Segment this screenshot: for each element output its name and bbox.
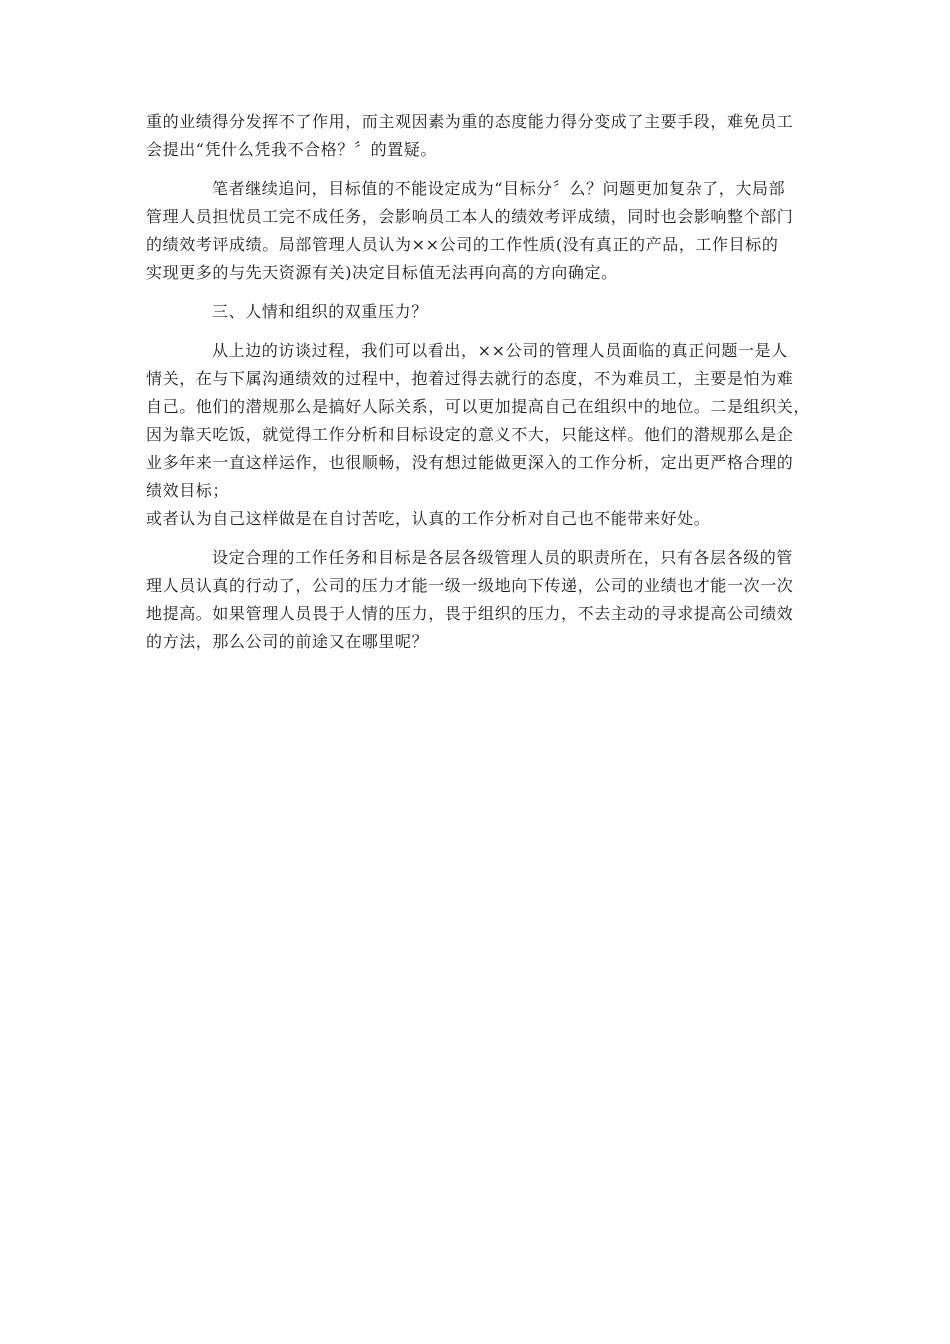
text-line: 的方法，那么公司的前途又在哪里呢？ xyxy=(146,632,429,651)
text-line: 绩效目标； xyxy=(146,481,230,500)
text-line: 从上边的访谈过程，我们可以看出，××公司的管理人员面临的真正问题一是人 xyxy=(212,341,788,360)
text-line: 笔者继续追问，目标值的不能设定成为“目标分〞么？问题更加复杂了，大局部 xyxy=(212,179,786,198)
text-line: 或者认为自己这样做是在自讨苦吃，认真的工作分析对自己也不能带来好处。 xyxy=(146,509,711,528)
text-line: 会提出“凭什么凭我不合格？〞的置疑。 xyxy=(146,140,437,159)
section-heading xyxy=(146,298,806,326)
heading-line: 三、人情和组织的双重压力？ xyxy=(212,302,428,321)
text-line: 实现更多的与先天资源有关)决定目标值无法再向高的方向确定。 xyxy=(146,263,618,282)
text-line: 情关，在与下属沟通绩效的过程中，抱着过得去就行的态度，不为难员工，主要是怕为难 xyxy=(146,369,794,388)
paragraph-2 xyxy=(146,175,806,287)
paragraph-1 xyxy=(146,108,806,164)
paragraph-5 xyxy=(146,544,806,656)
text-line: 理人员认真的行动了，公司的压力才能一级一级地向下传递，公司的业绩也才能一次一次 xyxy=(146,576,794,595)
paragraph-4 xyxy=(146,505,806,533)
text-line: 业多年来一直这样运作，也很顺畅，没有想过能做更深入的工作分析，定出更严格合理的 xyxy=(146,453,794,472)
text-line: 重的业绩得分发挥不了作用，而主观因素为重的态度能力得分变成了主要手段，难免员工 xyxy=(146,112,794,131)
text-line: 地提高。如果管理人员畏于人情的压力，畏于组织的压力，不去主动的寻求提高公司绩效 xyxy=(146,604,794,623)
text-line: 设定合理的工作任务和目标是各层各级管理人员的职责所在，只有各层各级的管 xyxy=(212,548,794,567)
paragraph-3 xyxy=(146,337,811,505)
text-line: 自己。他们的潜规那么是搞好人际关系，可以更加提高自己在组织中的地位。二是组织关， xyxy=(146,397,811,416)
text-line: 管理人员担忧员工完不成任务，会影响员工本人的绩效考评成绩，同时也会影响整个部门 xyxy=(146,207,794,226)
text-line: 的绩效考评成绩。局部管理人员认为××公司的工作性质(没有真正的产品，工作目标的 xyxy=(146,235,779,254)
document-page xyxy=(146,108,811,667)
text-line: 因为靠天吃饭，就觉得工作分析和目标设定的意义不大，只能这样。他们的潜规那么是企 xyxy=(146,425,794,444)
